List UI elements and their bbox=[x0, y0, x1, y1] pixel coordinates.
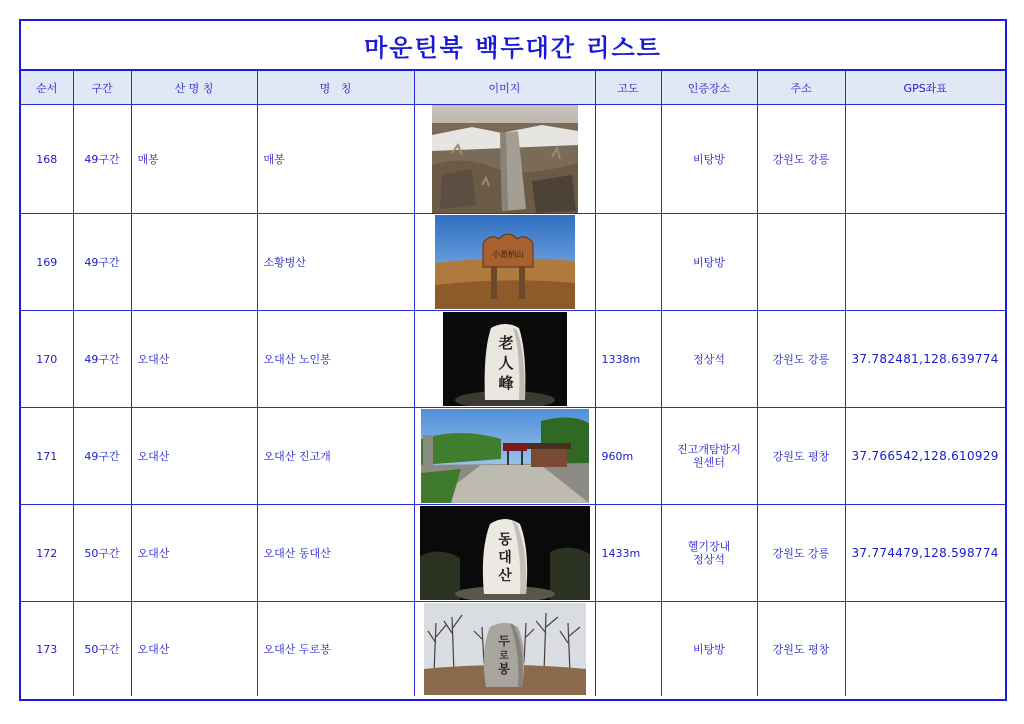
gps-cell: 37.774479,128.598774 bbox=[845, 505, 1005, 602]
mountain-cell: 오대산 bbox=[131, 311, 257, 408]
stone-char-1: 동 bbox=[497, 532, 512, 548]
cert-place-line: 정상석 bbox=[693, 553, 725, 566]
col-header-image: 이미지 bbox=[414, 71, 595, 105]
signboard-text: 小黃柄山 bbox=[491, 250, 524, 259]
gps-cell bbox=[845, 105, 1005, 214]
section-cell: 49구간 bbox=[73, 105, 131, 214]
altitude-cell: 960m bbox=[595, 408, 661, 505]
name-cell: 오대산 동대산 bbox=[257, 505, 414, 602]
image-cell bbox=[414, 602, 595, 697]
section-cell: 50구간 bbox=[73, 602, 131, 697]
cert-place-cell bbox=[661, 505, 757, 602]
address-cell: 강원도 평창 bbox=[757, 602, 845, 697]
address-cell: 강원도 강릉 bbox=[757, 105, 845, 214]
address-cell: 강원도 강릉 bbox=[757, 311, 845, 408]
col-header-mountain: 산 명 칭 bbox=[131, 71, 257, 105]
stone-char-2: 人 bbox=[497, 354, 514, 372]
address-cell: 강원도 강릉 bbox=[757, 505, 845, 602]
order-cell: 172 bbox=[21, 505, 73, 602]
stone-char-3: 峰 bbox=[497, 374, 514, 392]
mountain-cell: 오대산 bbox=[131, 602, 257, 697]
stone-char-1: 老 bbox=[497, 334, 514, 352]
image-cell bbox=[414, 408, 595, 505]
table-row bbox=[21, 214, 1005, 311]
address-cell: 강원도 평창 bbox=[757, 408, 845, 505]
name-cell: 매봉 bbox=[257, 105, 414, 214]
col-header-order: 순서 bbox=[21, 71, 73, 105]
order-cell: 169 bbox=[21, 214, 73, 311]
order-cell: 170 bbox=[21, 311, 73, 408]
page-title: 마운틴북 백두대간 리스트 bbox=[21, 21, 1005, 71]
order-cell: 171 bbox=[21, 408, 73, 505]
table-row bbox=[21, 105, 1005, 214]
name-cell: 오대산 두로봉 bbox=[257, 602, 414, 697]
order-cell: 168 bbox=[21, 105, 73, 214]
night-summit-stone-photo bbox=[443, 312, 567, 406]
pass-rest-area-photo bbox=[421, 409, 589, 503]
cert-place-line: 헬기장내 bbox=[687, 540, 731, 553]
altitude-cell bbox=[595, 602, 661, 697]
stone-char-3: 봉 bbox=[497, 662, 510, 676]
stone-char-2: 로 bbox=[498, 651, 509, 662]
address-cell bbox=[757, 214, 845, 311]
mountain-cell bbox=[131, 214, 257, 311]
section-cell: 49구간 bbox=[73, 408, 131, 505]
order-cell: 173 bbox=[21, 602, 73, 697]
name-cell: 소황병산 bbox=[257, 214, 414, 311]
table-row bbox=[21, 311, 1005, 408]
cert-place-line: 원센터 bbox=[693, 456, 725, 469]
altitude-cell bbox=[595, 214, 661, 311]
wooden-signboard-meadow-photo bbox=[435, 215, 575, 309]
altitude-cell bbox=[595, 105, 661, 214]
stone-char-3: 산 bbox=[497, 568, 512, 584]
col-header-address: 주소 bbox=[757, 71, 845, 105]
bare-trees-summit-stone-photo bbox=[424, 603, 586, 695]
table-row bbox=[21, 505, 1005, 602]
cert-place-cell: 비탕방 bbox=[661, 105, 757, 214]
name-cell: 오대산 진고개 bbox=[257, 408, 414, 505]
altitude-cell: 1433m bbox=[595, 505, 661, 602]
col-header-section: 구간 bbox=[73, 71, 131, 105]
cert-place-line: 진고개탐방지 bbox=[677, 443, 741, 456]
section-cell: 50구간 bbox=[73, 505, 131, 602]
section-cell: 49구간 bbox=[73, 214, 131, 311]
gps-cell bbox=[845, 602, 1005, 697]
peak-table bbox=[21, 71, 1005, 696]
col-header-gps: GPS좌표 bbox=[845, 71, 1005, 105]
gps-cell: 37.782481,128.639774 bbox=[845, 311, 1005, 408]
list-sheet bbox=[19, 19, 1007, 701]
gps-cell bbox=[845, 214, 1005, 311]
mountain-cell: 오대산 bbox=[131, 408, 257, 505]
table-row bbox=[21, 602, 1005, 697]
night-summit-stone-photo bbox=[420, 506, 590, 600]
section-cell: 49구간 bbox=[73, 311, 131, 408]
name-cell: 오대산 노인봉 bbox=[257, 311, 414, 408]
cert-place-cell: 정상석 bbox=[661, 311, 757, 408]
altitude-cell: 1338m bbox=[595, 311, 661, 408]
cert-place-cell bbox=[661, 408, 757, 505]
image-cell bbox=[414, 105, 595, 214]
image-cell bbox=[414, 311, 595, 408]
cert-place-cell: 비탕방 bbox=[661, 214, 757, 311]
image-cell bbox=[414, 214, 595, 311]
stone-char-2: 대 bbox=[497, 550, 512, 566]
stone-char-1: 두 bbox=[497, 634, 510, 648]
mountain-cell: 오대산 bbox=[131, 505, 257, 602]
table-row bbox=[21, 408, 1005, 505]
col-header-altitude: 고도 bbox=[595, 71, 661, 105]
gps-cell: 37.766542,128.610929 bbox=[845, 408, 1005, 505]
col-header-cert-place: 인증장소 bbox=[661, 71, 757, 105]
image-cell bbox=[414, 505, 595, 602]
snowy-ridge-stone-marker-photo bbox=[432, 105, 578, 213]
cert-place-cell: 비탕방 bbox=[661, 602, 757, 697]
header-row bbox=[21, 71, 1005, 105]
mountain-cell: 매봉 bbox=[131, 105, 257, 214]
col-header-name: 명 칭 bbox=[257, 71, 414, 105]
